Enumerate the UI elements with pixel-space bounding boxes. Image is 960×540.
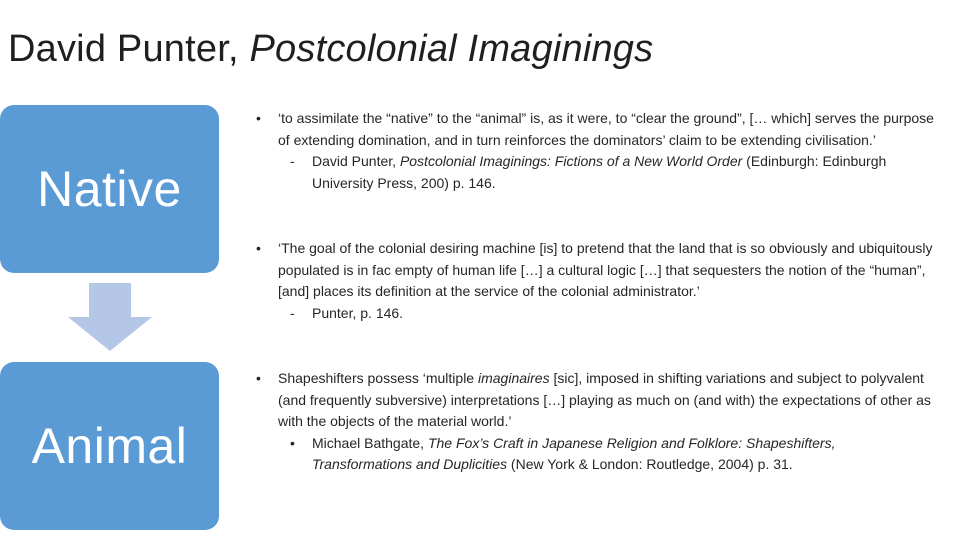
source-title: The Fox’s Craft in Japanese Religion and Folklore: Shapeshifters, Transformations and Duplicities [312,434,836,473]
quote-source [312,151,936,194]
quote-text: ‘The goal of the colonial desiring machine [is] to pretend that the land that is so obviously and ubiquitously populated is in fac empty of human life […] a cultural logic […] that sequesters the notion of the “human”, [and] places its definition at the service of the colonial administrator.’ [278,240,933,300]
bullet-icon: • [256,240,261,256]
quote-source [312,433,936,476]
animal-label: Animal [31,418,188,474]
quote-item [256,238,936,324]
quote-source: Punter, p. 146. [312,304,404,321]
source-publication: (New York & London: Routledge, 2004) p. 31. [507,456,793,473]
native-label: Native [37,161,182,217]
animal-box [0,362,219,530]
quote-text: ‘to assimilate the “native” to the “animal” is, as it were, to “clear the ground”, [… which] serves the purpose of extending domination, and in turn reinforces the dominators’ claim to be extending civilisation.’ [278,110,934,148]
bullet-icon: • [256,110,261,126]
quote-text [278,368,936,433]
source-title: Postcolonial Imaginings: Fictions of a New World Order [399,153,743,170]
down-arrow-icon [68,283,152,351]
source-author: David Punter, [312,153,400,170]
quote-text-italic: imaginaires [478,370,550,386]
title-author: David Punter, [8,28,250,70]
sub-bullet-icon: • [290,434,295,451]
quote-text-end: [sic], imposed in shifting variations and subject to polyvalent (and frequently subversive) interpretations […] playing as much on (and with) the expectations of other as with the objects of the material world.’ [278,370,931,430]
dash-icon: - [290,153,295,170]
title-book: Postcolonial Imaginings [249,28,654,70]
bullet-icon: • [256,370,261,386]
dash-icon: - [290,304,295,321]
slide-title [8,28,653,71]
source-author: Michael Bathgate, [312,434,428,451]
quote-item [256,108,936,194]
native-box [0,105,219,273]
quote-text-start: Shapeshifters possess ‘multiple [278,370,478,386]
quote-item [256,368,936,476]
source-publication: (Edinburgh: Edinburgh University Press, 200) p. 146. [312,153,887,191]
